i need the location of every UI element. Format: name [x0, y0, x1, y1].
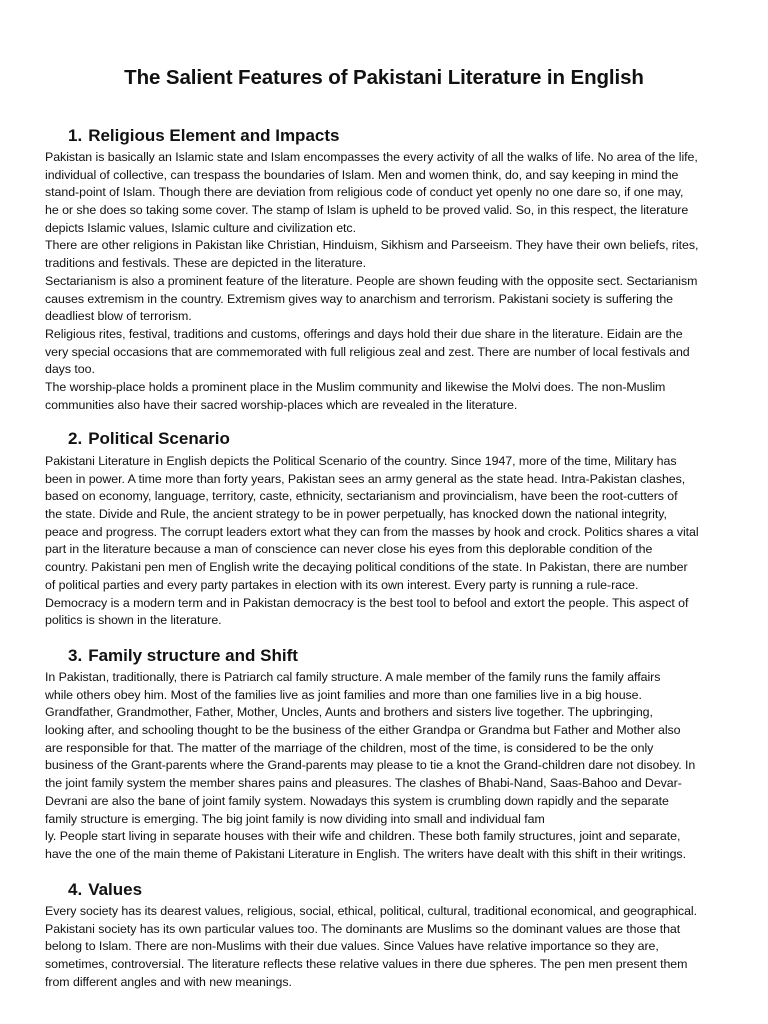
- text-line: been in power. A time more than forty years, Pakistan sees an army general as the state head. Intra-Pakistan clashes,: [45, 471, 686, 486]
- text-line: Religious rites, festival, traditions and customs, offerings and days hold their due share in the literature. Eidain are the: [45, 326, 683, 341]
- text-line: Sectarianism is also a prominent feature of the literature. People are shown feuding with the opposite sect. Sectarianism: [45, 273, 698, 288]
- document-title: The Salient Features of Pakistani Literature in English: [124, 66, 644, 89]
- section-title: Political Scenario: [88, 429, 230, 448]
- text-line: are responsible for that. The matter of the marriage of the children, most of the time, is considered to be the only: [45, 740, 654, 755]
- text-line: business of the Grant-parents where the Grand-parents may please to tie a knot the Grand-children dare not disobey. In: [45, 758, 696, 773]
- section-title: Values: [88, 880, 143, 899]
- section-title: Family structure and Shift: [88, 646, 298, 665]
- text-line: country. Pakistani pen men of English write the decaying political conditions of the state. In Pakistan, there are number: [45, 560, 688, 575]
- text-line: Pakistani Literature in English depicts the Political Scenario of the country. Since 1947, more of the time, Military has: [45, 454, 677, 468]
- text-line: communities also have their sacred worship-places which are revealed in the literature.: [45, 397, 518, 412]
- section-number: 4.: [68, 880, 83, 899]
- section-heading-political: [68, 429, 230, 449]
- section-number: 1.: [68, 126, 83, 145]
- text-line: Grandfather, Grandmother, Father, Mother, Uncles, Aunts and brothers and sisters live together. The upbringing,: [45, 705, 653, 720]
- text-line: the joint family system the member shares pains and pleasures. The clashes of Bhabi-Nand, Saas-Bahoo and Devar-: [45, 776, 682, 791]
- text-line: In Pakistan, traditionally, there is Patriarch cal family structure. A male member of the family runs the family affairs: [45, 670, 661, 684]
- text-line: deadliest blow of terrorism.: [45, 309, 192, 324]
- text-line: the state. Divide and Rule, the ancient strategy to be in power perpetually, has knocked down the national integrity,: [45, 507, 667, 522]
- text-line: family structure is emerging. The big joint family is now dividing into small and individual fam: [45, 811, 545, 826]
- text-line: There are other religions in Pakistan like Christian, Hinduism, Sikhism and Parseeism. They have their own beliefs, rites,: [45, 238, 699, 253]
- text-line: part in the literature because a man of conscience can never close his eyes from this deplorable condition of the: [45, 542, 653, 557]
- text-line: days too.: [45, 362, 95, 377]
- text-line: politics is shown in the literature.: [45, 613, 222, 628]
- text-line: he or she does so taking some cover. The stamp of Islam is upheld to be proved valid. So, in this respect, the literature: [45, 203, 689, 218]
- section-title: Religious Element and Impacts: [88, 126, 340, 145]
- text-line: have the one of the main theme of Pakistani Literature in English. The writers have dealt with this shift in their writings.: [45, 846, 686, 861]
- text-line: very special occasions that are commemorated with full religious zeal and zest. There are number of local festivals and: [45, 344, 690, 359]
- text-line: peace and progress. The corrupt leaders extort what they can from the masses by hook and crock. Politics shares a vital: [45, 524, 699, 539]
- section-body-religious: [45, 149, 735, 414]
- text-line: while others obey him. Most of the families live as joint families and more than one families live in a big house.: [45, 687, 642, 702]
- text-line: based on economy, language, territory, caste, ethnicity, sectarianism and provincialism, have been the root-cutters of: [45, 489, 678, 504]
- section-heading-family: [68, 646, 298, 666]
- text-line: traditions and festivals. These are depicted in the literature.: [45, 256, 367, 271]
- text-line: ly. People start living in separate houses with their wife and children. These both family structures, joint and separate,: [45, 829, 681, 844]
- text-line: Pakistani society has its own particular values too. The dominants are Muslims so the dominant values are those that: [45, 921, 681, 936]
- text-line: sometimes, controversial. The literature reflects these relative values in there due spheres. The pen men present them: [45, 957, 688, 972]
- text-line: Devrani are also the bane of joint family system. Nowadays this system is crumbling down rapidly and the separate: [45, 793, 669, 808]
- text-line: The worship-place holds a prominent place in the Muslim community and likewise the Molvi does. The non-Muslim: [45, 379, 666, 394]
- text-line: stand-point of Islam. Though there are deviation from religious code of conduct yet openly no one dare so, if one may,: [45, 185, 684, 200]
- text-line: Pakistan is basically an Islamic state and Islam encompasses the every activity of all the walks of life. No area of the life,: [45, 150, 698, 164]
- text-line: looking after, and schooling thought to be the business of the either Grandpa or Grandma but Father and Mother also: [45, 723, 681, 738]
- text-line: Every society has its dearest values, religious, social, ethical, political, cultural, traditional economical, and geographical.: [45, 904, 698, 918]
- text-line: of political parties and every party partakes in election with its own interest. Every party is running a rule-race.: [45, 577, 639, 592]
- section-body-political: [45, 453, 735, 630]
- section-number: 3.: [68, 646, 83, 665]
- text-line: individual of collective, can trespass the boundaries of Islam. Men and women think, do, and say keeping in mind the: [45, 167, 679, 182]
- section-heading-religious: [68, 126, 339, 146]
- section-number: 2.: [68, 429, 83, 448]
- text-line: Democracy is a modern term and in Pakistan democracy is the best tool to befool and extort the people. This aspect of: [45, 595, 689, 610]
- text-line: belong to Islam. There are non-Muslims with their due values. Since Values have relative importance so they are,: [45, 939, 659, 954]
- text-line: causes extremism in the country. Extremism gives way to anarchism and terrorism. Pakistani society is suffering the: [45, 291, 674, 306]
- text-line: depicts Islamic values, Islamic culture and civilization etc.: [45, 220, 356, 235]
- text-line: from different angles and with new meanings.: [45, 974, 292, 989]
- section-body-family: [45, 669, 735, 864]
- section-heading-values: [68, 880, 142, 900]
- section-body-values: [45, 903, 735, 991]
